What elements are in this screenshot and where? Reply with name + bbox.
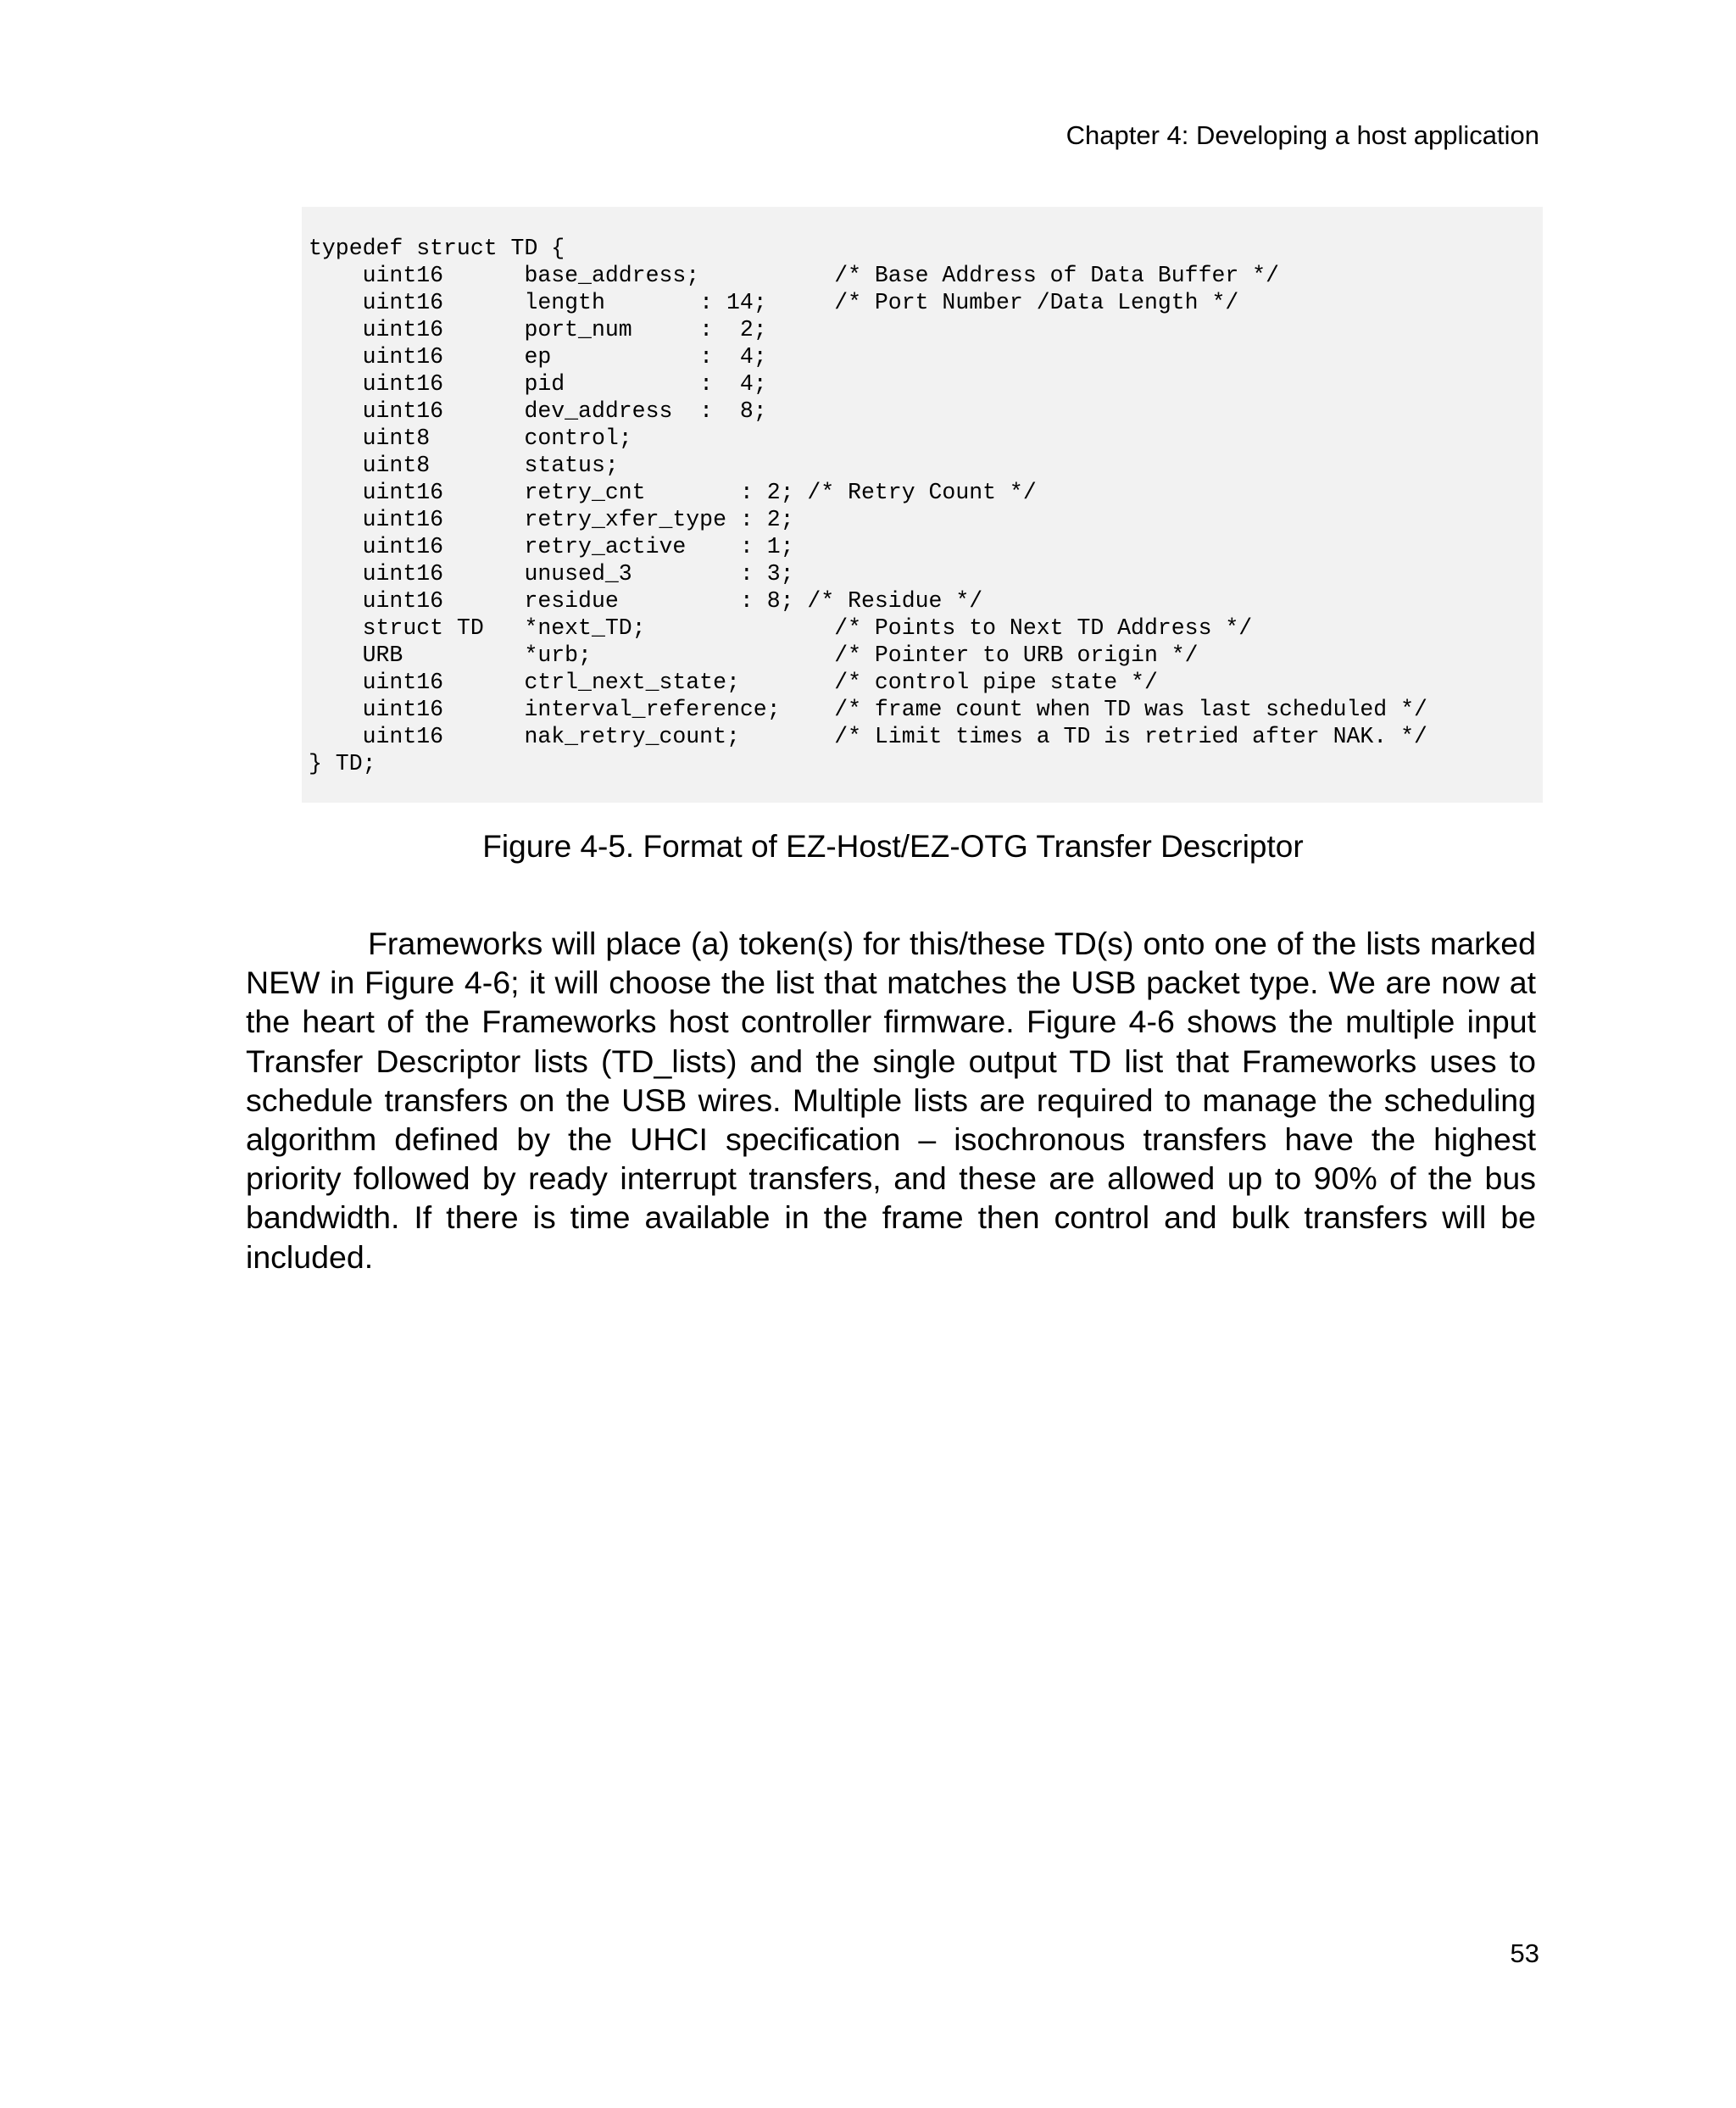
code-line: uint16 base_address; /* Base Address of Data Buffer */ xyxy=(309,263,1279,288)
code-line: uint8 control; xyxy=(309,425,632,451)
figure-caption: Figure 4-5. Format of EZ-Host/EZ-OTG Transfer Descriptor xyxy=(482,829,1304,864)
code-line: uint16 pid : 4; xyxy=(309,371,767,397)
code-line: uint16 unused_3 : 3; xyxy=(309,561,794,587)
code-line: uint8 status; xyxy=(309,453,619,478)
code-line: uint16 length : 14; /* Port Number /Data Length */ xyxy=(309,290,1239,315)
running-header: Chapter 4: Developing a host application xyxy=(1066,120,1539,150)
body-paragraph: Frameworks will place (a) token(s) for this/these TD(s) onto one of the lists marked NEW in Figure 4-6; it will choose the list that matches the USB packet type. We are now at the heart of the Frameworks host controller firmware. Figure 4-6 shows the multiple input Transfer Descriptor lists (TD_lists) and the single output TD list that Frameworks uses to schedule transfers on the USB wires. Multiple lists are required to manage the scheduling algorithm defined by the UHCI specification – isochronous transfers have the highest priority followed by ready interrupt transfers, and these are allowed up to 90% of the bus bandwidth. If there is time available in the frame then control and bulk transfers will be included. xyxy=(246,926,1536,1275)
page-number: 53 xyxy=(1510,1938,1539,1968)
code-line: uint16 retry_cnt : 2; /* Retry Count */ xyxy=(309,480,1037,505)
code-line: typedef struct TD { xyxy=(309,236,565,261)
code-line: } TD; xyxy=(309,751,376,776)
code-line: uint16 interval_reference; /* frame count when TD was last scheduled */ xyxy=(309,697,1427,722)
code-line: uint16 dev_address : 8; xyxy=(309,398,767,424)
code-line: struct TD *next_TD; /* Points to Next TD Address */ xyxy=(309,615,1253,641)
code-line: uint16 port_num : 2; xyxy=(309,317,767,342)
code-line: uint16 nak_retry_count; /* Limit times a TD is retried after NAK. */ xyxy=(309,724,1427,749)
code-line: uint16 ep : 4; xyxy=(309,344,767,370)
code-listing xyxy=(302,207,1543,803)
code-line: uint16 retry_active : 1; xyxy=(309,534,794,559)
code-line: uint16 retry_xfer_type : 2; xyxy=(309,507,794,532)
code-line: uint16 residue : 8; /* Residue */ xyxy=(309,588,983,614)
code-line: uint16 ctrl_next_state; /* control pipe state */ xyxy=(309,670,1158,695)
code-line: URB *urb; /* Pointer to URB origin */ xyxy=(309,642,1199,668)
